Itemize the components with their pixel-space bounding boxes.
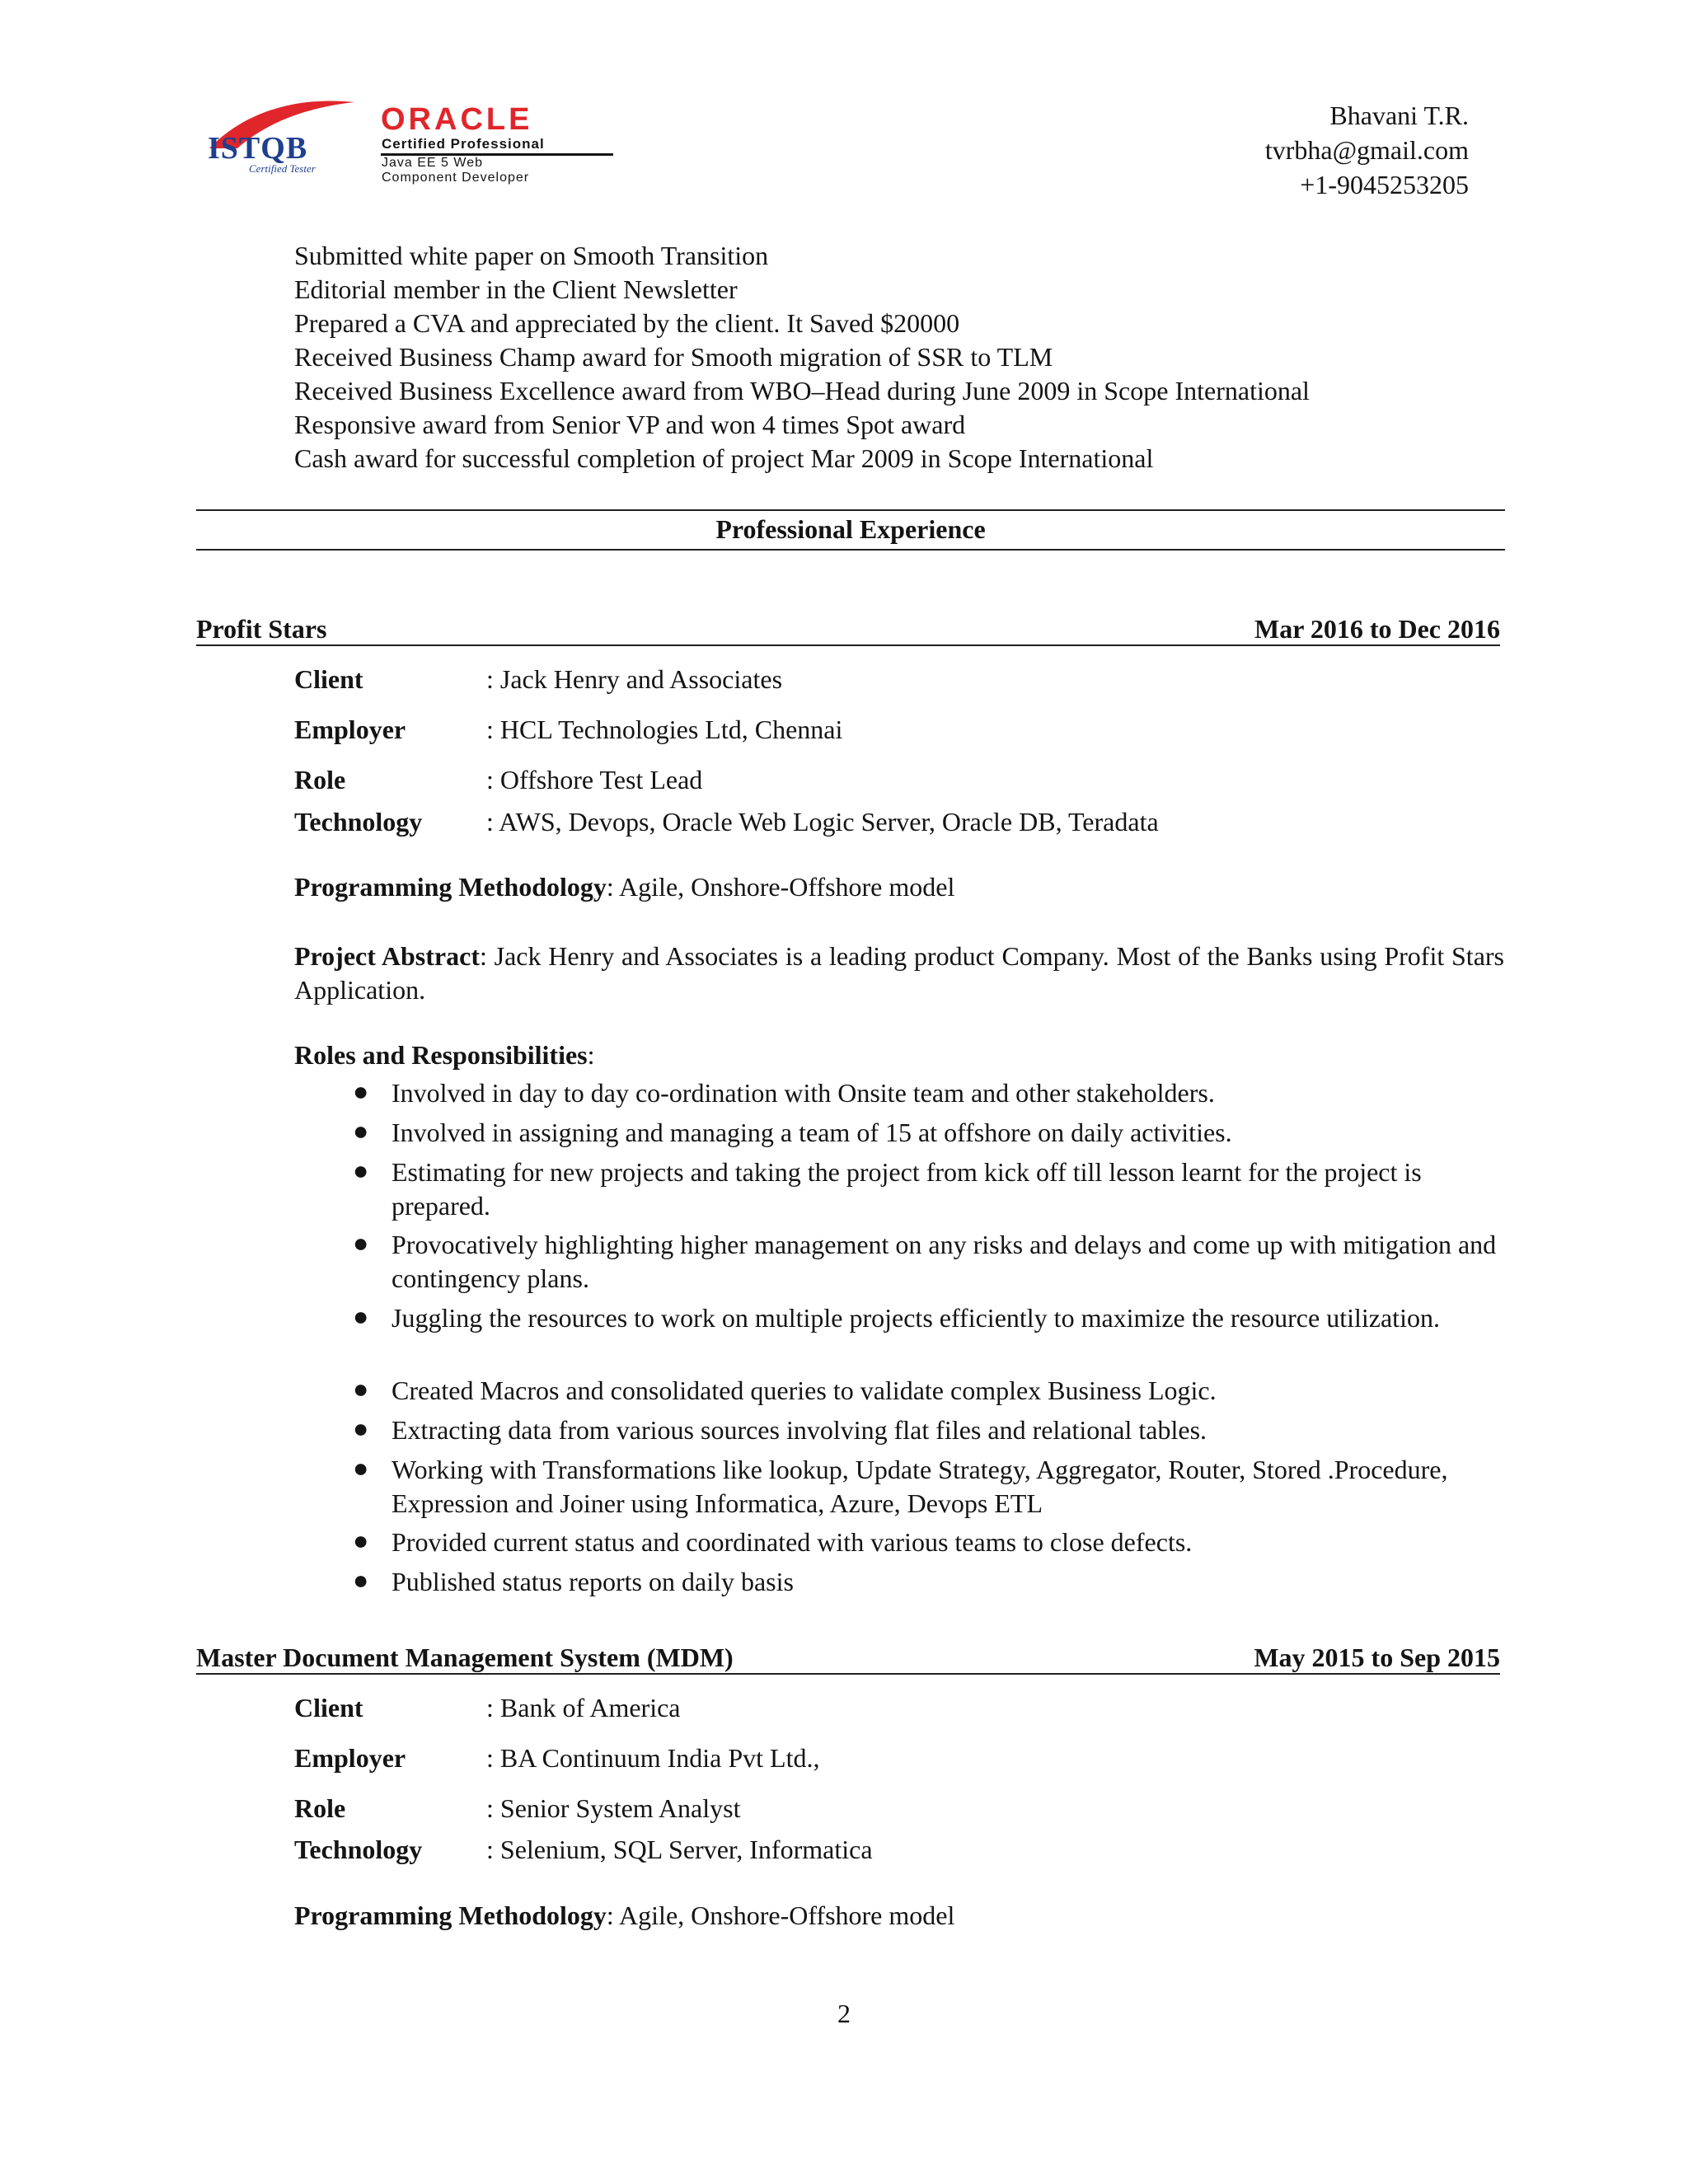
field-label-employer: Employer <box>294 715 406 744</box>
field-value-role: : Offshore Test Lead <box>486 765 703 794</box>
field-value-client: : Jack Henry and Associates <box>486 664 783 694</box>
oracle-logo-text: ORACLE <box>381 102 533 137</box>
responsibility-item: Provocatively highlighting higher management on any risks and delays and come up with mitigation and contingency plans. <box>392 1230 1497 1293</box>
oracle-cert-line1: Certified Professional <box>382 136 545 152</box>
bullet-icon: ● <box>353 1526 369 1555</box>
project-header <box>196 1642 1500 1675</box>
contact-email[interactable]: tvrbha@gmail.com <box>1264 135 1469 165</box>
field-label-role: Role <box>294 1793 346 1823</box>
achievement-item: Prepared a CVA and appreciated by the client. It Saved $20000 <box>294 308 960 338</box>
page-number: 2 <box>837 1999 851 2028</box>
field-value-client: : Bank of America <box>486 1693 681 1722</box>
bullet-icon: ● <box>353 1374 369 1404</box>
oracle-cert-line3: Component Developer <box>382 171 530 185</box>
field-label-role: Role <box>294 765 346 794</box>
responsibility-item: Provided current status and coordinated with various teams to close defects. <box>392 1527 1193 1557</box>
methodology-label: Programming Methodology <box>294 872 607 902</box>
contact-name: Bhavani T.R. <box>1329 101 1469 130</box>
methodology-value: : Agile, Onshore-Offshore model <box>606 1900 955 1930</box>
responsibility-item: Working with Transformations like lookup, Update Strategy, Aggregator, Router, Stored .Procedure, Expression and Joiner using Informatica, Azure, Devops ETL <box>392 1455 1448 1518</box>
achievement-item: Submitted white paper on Smooth Transition <box>294 241 769 270</box>
methodology-line <box>294 1900 954 1931</box>
responsibility-item: Involved in day to day co-ordination with Onsite team and other stakeholders. <box>392 1078 1215 1108</box>
achievement-item: Received Business Champ award for Smooth migration of SSR to TLM <box>294 342 1053 372</box>
istqb-logo-text: ISTQB <box>208 131 308 166</box>
section-title: Professional Experience <box>715 514 986 544</box>
bullet-icon: ● <box>353 1453 369 1483</box>
project-dates: May 2015 to Sep 2015 <box>1254 1643 1500 1672</box>
field-label-technology: Technology <box>294 1835 423 1864</box>
bullet-icon: ● <box>353 1228 369 1258</box>
responsibilities-heading: Roles and Responsibilities: <box>294 1040 595 1070</box>
methodology-value: : Agile, Onshore-Offshore model <box>606 872 955 902</box>
field-value-role: : Senior System Analyst <box>486 1793 741 1823</box>
bullet-icon: ● <box>353 1301 369 1331</box>
methodology-label: Programming Methodology <box>294 1900 607 1930</box>
contact-phone: +1-9045253205 <box>1300 170 1469 199</box>
section-rule-bottom <box>196 549 1505 551</box>
bullet-icon: ● <box>353 1076 369 1106</box>
responsibilities-label: Roles and Responsibilities <box>294 1040 588 1070</box>
achievement-item: Editorial member in the Client Newsletter <box>294 274 738 304</box>
section-rule-top <box>196 509 1505 511</box>
field-label-employer: Employer <box>294 1743 406 1773</box>
field-label-client: Client <box>294 1693 363 1722</box>
methodology-line <box>294 872 954 902</box>
bullet-icon: ● <box>353 1413 369 1443</box>
achievement-item: Cash award for successful completion of project Mar 2009 in Scope International <box>294 443 1154 473</box>
abstract-value: : Jack Henry and Associates is a leading product Company. Most of the Banks using Profit Stars Application. <box>294 941 1505 1005</box>
project-dates: Mar 2016 to Dec 2016 <box>1254 614 1500 644</box>
project-abstract <box>294 940 1504 1007</box>
responsibility-item: Extracting data from various sources involving flat files and relational tables. <box>392 1415 1207 1445</box>
responsibility-item: Created Macros and consolidated queries to validate complex Business Logic. <box>392 1376 1217 1405</box>
responsibility-item: Involved in assigning and managing a team of 15 at offshore on daily activities. <box>392 1118 1232 1147</box>
field-value-employer: : HCL Technologies Ltd, Chennai <box>486 715 843 744</box>
project-name: Master Document Management System (MDM) <box>196 1643 734 1672</box>
project-header <box>196 613 1500 646</box>
field-label-technology: Technology <box>294 807 423 837</box>
oracle-cert-line2: Java EE 5 Web <box>382 156 483 170</box>
field-value-technology: : Selenium, SQL Server, Informatica <box>486 1835 873 1864</box>
abstract-label: Project Abstract <box>294 941 480 971</box>
responsibility-item: Estimating for new projects and taking the project from kick off till lesson learnt for the project is prepared. <box>392 1157 1422 1221</box>
responsibility-item: Juggling the resources to work on multiple projects efficiently to maximize the resource utilization. <box>392 1303 1440 1333</box>
responsibility-item: Published status reports on daily basis <box>392 1567 794 1596</box>
bullet-icon: ● <box>353 1116 369 1146</box>
field-label-client: Client <box>294 664 363 694</box>
bullet-icon: ● <box>353 1565 369 1595</box>
achievement-item: Received Business Excellence award from WBO–Head during June 2009 in Scope International <box>294 376 1310 405</box>
bullet-icon: ● <box>353 1155 369 1185</box>
istqb-logo-subtext: Certified Tester <box>249 162 316 175</box>
project-name: Profit Stars <box>196 614 327 644</box>
achievement-item: Responsive award from Senior VP and won 4 times Spot award <box>294 410 966 439</box>
field-value-technology: : AWS, Devops, Oracle Web Logic Server, Oracle DB, Teradata <box>486 807 1159 837</box>
field-value-employer: : BA Continuum India Pvt Ltd., <box>486 1743 820 1773</box>
